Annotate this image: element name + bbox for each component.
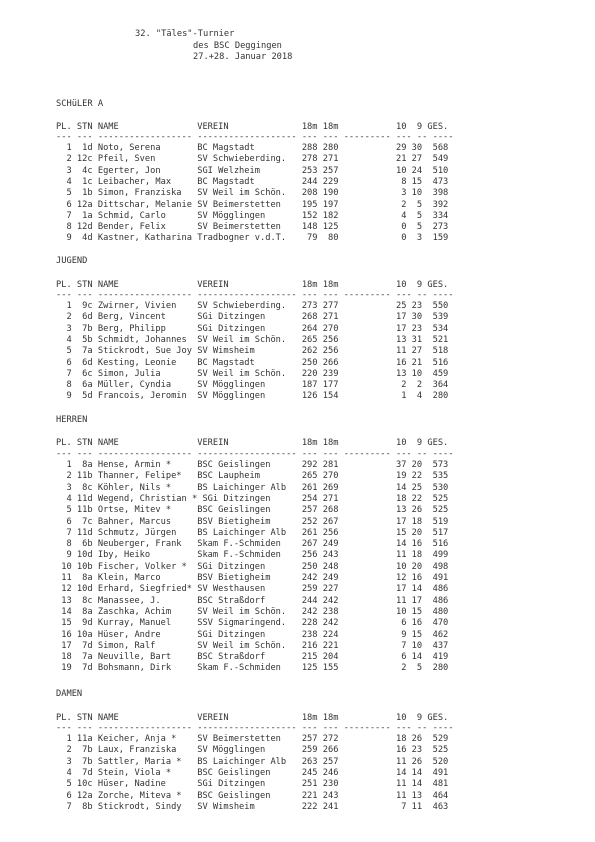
result-row: 18 7a Neuville, Bart BSC Straßdorf 215 204 6 14 419 [56,652,449,663]
result-row: 4 5b Schmidt, Johannes SV Weil im Schön. 265 256 13 31 521 [56,334,449,345]
result-row: 9 5d Francois, Jeromin SV Mögglingen 126 154 1 4 280 [56,391,449,402]
result-row: 5 1b Simon, Franziska SV Weil im Schön. 208 190 3 10 398 [56,188,449,199]
result-row: 3 4c Egerter, Jon SGI Welzheim 253 257 10 24 510 [56,165,449,176]
result-row: 6 12a Zorche, Miteva * BSC Geislingen 221 243 11 13 464 [56,790,449,801]
result-row: 1 8a Hense, Armin * BSC Geislingen 292 281 37 20 573 [56,460,449,470]
result-row: 12 10d Erhard, Siegfried* SV Westhausen 259 227 17 14 486 [56,584,449,595]
result-row: 2 11b Thanner, Felipe* BSC Laupheim 265 270 19 22 535 [56,471,449,482]
result-row: 11 8a Klein, Marco BSV Bietigheim 242 249 12 16 491 [56,573,449,583]
section-title: JUGEND [56,256,88,266]
column-header: PL. STN NAME VEREIN 18m 18m 10 9 GES. [56,713,449,723]
result-row: 2 12c Pfeil, Sven SV Schwieberding. 278 271 21 27 549 [56,154,449,165]
result-row: 16 10a Hüser, Andre SGi Ditzingen 238 224 9 15 462 [56,629,449,640]
result-row: 14 8a Zaschka, Achim SV Weil im Schön. 242 238 10 15 480 [56,606,449,617]
result-row: 3 8c Köhler, Nils * BS Laichinger Alb 261 269 14 25 530 [56,482,449,493]
result-row: 8 6a Müller, Cyndia SV Mögglingen 187 177 2 2 364 [56,380,449,391]
result-row: 1 9c Zwirner, Vivien SV Schwieberding. 273 277 25 23 550 [56,301,449,311]
result-row: 9 10d Iby, Heiko Skam F.-Schmiden 256 243 11 18 499 [56,550,449,561]
column-header: PL. STN NAME VEREIN 18m 18m 10 9 GES. [56,438,449,448]
result-row: 9 4d Kastner, Katharina Tradbogner v.d.T. 79 80 0 3 159 [56,233,449,244]
result-row: 15 9d Kurray, Manuel SSV Sigmaringend. 228 242 6 16 470 [56,618,449,629]
result-row: 17 7d Simon, Ralf SV Weil im Schön. 216 221 7 10 437 [56,640,449,651]
result-row: 8 6b Neuberger, Frank Skam F.-Schmiden 267 249 14 16 516 [56,539,449,550]
section-title: DAMEN [56,689,83,699]
result-row: 5 10c Hüser, Nadine SGi Ditzingen 251 230 11 14 481 [56,779,449,790]
result-row: 4 11d Wegend, Christian * SGi Ditzingen 254 271 18 22 525 [56,493,449,504]
result-row: 7 8b Stickrodt, Sindy SV Wimsheim 222 241 7 11 463 [56,801,449,812]
result-row: 8 12d Bender, Felix SV Beimerstetten 148 125 0 5 273 [56,222,449,233]
result-row: 5 7a Stickrodt, Sue Joy SV Wimsheim 262 256 11 27 518 [56,346,449,357]
result-row: 3 7b Sattler, Maria * BS Laichinger Alb 263 257 11 26 520 [56,756,449,767]
result-row: 13 8c Manassee, J. BSC Straßdorf 244 242 11 17 486 [56,595,449,606]
result-row: 1 11a Keicher, Anja * SV Beimerstetten 257 272 18 26 529 [56,734,449,744]
result-row: 4 7d Stein, Viola * BSC Geislingen 245 246 14 14 491 [56,767,449,778]
result-row: 6 6d Kesting, Leonie BC Magstadt 250 266 16 21 516 [56,357,449,368]
section-title: SCHüLER A [56,99,104,109]
result-row: 7 11d Schmutz, Jürgen BS Laichinger Alb 261 256 15 20 517 [56,527,449,538]
result-row: 7 6c Simon, Julia SV Weil im Schön. 220 239 13 10 459 [56,368,449,379]
column-rule: --- --- ------------------ ------------------- --- --- --------- --- -- ---- [56,723,454,733]
result-row: 2 7b Laux, Franziska SV Mögglingen 259 266 16 23 525 [56,745,449,756]
column-header: PL. STN NAME VEREIN 18m 18m 10 9 GES. [56,122,449,132]
organizer-line: des BSC Deggingen [193,41,282,51]
section-title: HERREN [56,415,88,425]
column-rule: --- --- ------------------ ------------------- --- --- --------- --- -- ---- [56,449,454,459]
column-rule: --- --- ------------------ ------------------- --- --- --------- --- -- ---- [56,132,454,142]
result-row: 6 12a Dittschar, Melanie SV Beimerstetten 195 197 2 5 392 [56,199,449,210]
result-row: 19 7d Bohsmann, Dirk Skam F.-Schmiden 125 155 2 5 280 [56,663,449,674]
result-row: 3 7b Berg, Philipp SGi Ditzingen 264 270 17 23 534 [56,323,449,334]
result-row: 7 1a Schmid, Carlo SV Mögglingen 152 182 4 5 334 [56,210,449,221]
column-header: PL. STN NAME VEREIN 18m 18m 10 9 GES. [56,280,449,290]
column-rule: --- --- ------------------ ------------------- --- --- --------- --- -- ---- [56,290,454,300]
result-row: 1 1d Noto, Serena BC Magstadt 288 280 29 30 568 [56,143,449,153]
result-row: 5 11b Ortse, Mitev * BSC Geislingen 257 268 13 26 525 [56,505,449,516]
result-row: 2 6d Berg, Vincent SGi Ditzingen 268 271 17 30 539 [56,312,449,323]
result-row: 6 7c Bahner, Marcus BSV Bietigheim 252 267 17 18 519 [56,516,449,527]
date-line: 27.+28. Januar 2018 [193,52,293,62]
tournament-title: 32. "Täles"-Turnier [135,29,235,39]
result-row: 4 1c Leibacher, Max BC Magstadt 244 229 8 15 473 [56,176,449,187]
result-row: 10 10b Fischer, Volker * SGi Ditzingen 250 248 10 20 498 [56,561,449,572]
